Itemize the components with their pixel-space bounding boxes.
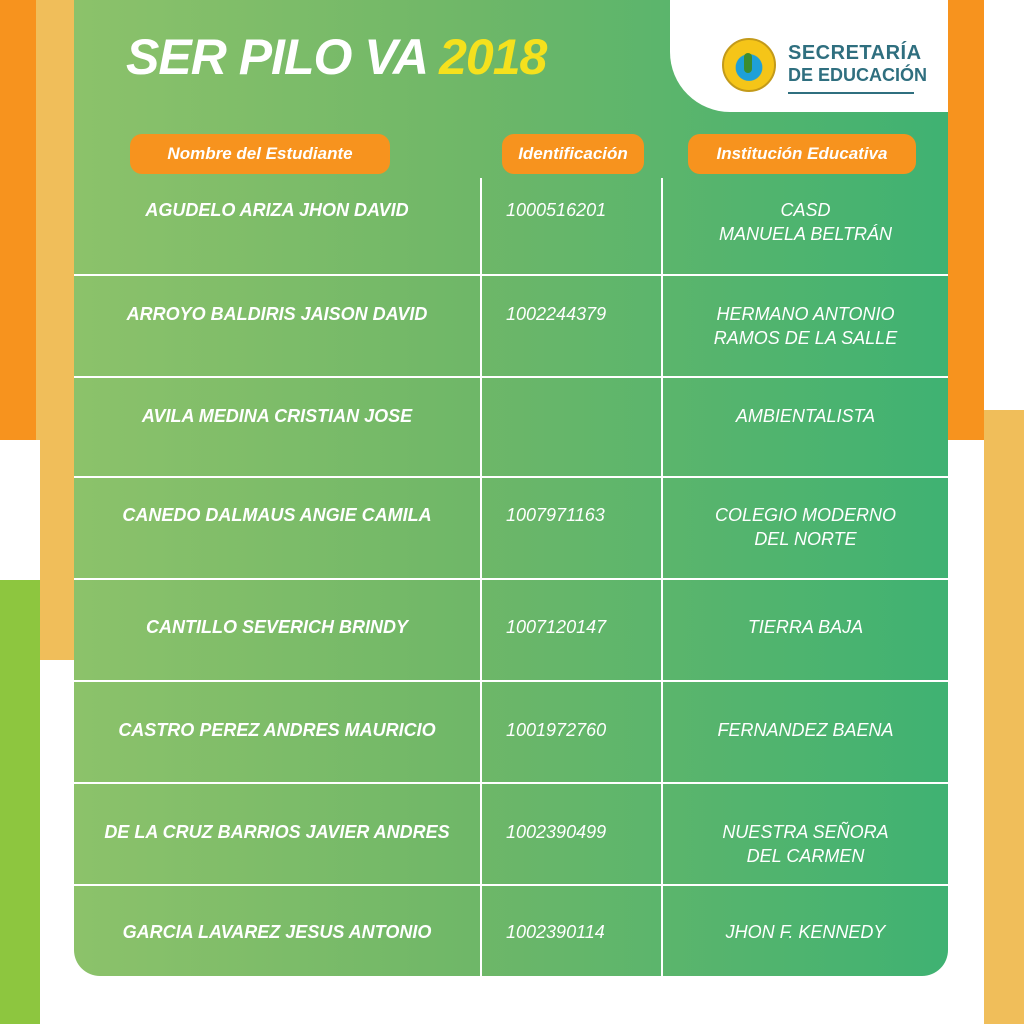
table-row xyxy=(74,276,948,378)
student-institution xyxy=(663,302,948,350)
student-institution xyxy=(663,198,948,246)
title-year: 2018 xyxy=(439,29,547,85)
student-id: 1007120147 xyxy=(506,617,607,637)
institution-line-1: AMBIENTALISTA xyxy=(735,406,876,426)
institution-line-2: MANUELA BELTRÁN xyxy=(718,224,893,244)
student-institution xyxy=(663,503,948,551)
left-tan-stripe xyxy=(36,0,76,660)
column-header-name: Nombre del Estudiante xyxy=(130,134,390,174)
student-id: 1001972760 xyxy=(506,720,607,740)
student-id: 1007971163 xyxy=(506,505,605,525)
column-header-institution: Institución Educativa xyxy=(688,134,916,174)
student-institution xyxy=(663,920,948,944)
institution-line-1: JHON F. KENNEDY xyxy=(725,922,886,942)
table-row xyxy=(74,886,948,976)
student-name: GARCIA LAVAREZ JESUS ANTONIO xyxy=(122,922,432,942)
left-green-stripe xyxy=(0,580,40,1024)
page-title xyxy=(126,28,546,86)
student-institution xyxy=(663,820,948,868)
table-row xyxy=(74,178,948,276)
student-institution xyxy=(663,615,948,639)
logo-line-1: SECRETARÍA xyxy=(788,42,922,64)
title-text: SER PILO VA xyxy=(126,29,427,85)
institution-line-2: DEL CARMEN xyxy=(746,846,865,866)
secretaria-logo xyxy=(670,0,948,112)
student-id: 1002390499 xyxy=(506,822,607,842)
institution-line-1: FERNANDEZ BAENA xyxy=(717,720,894,740)
student-id: 1002244379 xyxy=(506,304,607,324)
student-name: AVILA MEDINA CRISTIAN JOSE xyxy=(141,406,413,426)
logo-line-2: DE EDUCACIÓN xyxy=(788,65,928,85)
table-row xyxy=(74,580,948,682)
institution-line-1: COLEGIO MODERNO xyxy=(714,505,897,525)
student-id: 1002390114 xyxy=(506,922,605,942)
student-name: CASTRO PEREZ ANDRES MAURICIO xyxy=(118,720,436,740)
student-name: CANEDO DALMAUS ANGIE CAMILA xyxy=(122,505,432,525)
institution-line-1: TIERRA BAJA xyxy=(747,617,864,637)
left-orange-stripe xyxy=(0,0,40,440)
right-white-gap xyxy=(984,0,1024,410)
institution-line-1: HERMANO ANTONIO xyxy=(716,304,895,324)
institution-line-1: NUESTRA SEÑORA xyxy=(722,822,889,842)
main-panel xyxy=(74,0,948,976)
institution-line-1: CASD xyxy=(780,200,831,220)
student-institution xyxy=(663,718,948,742)
left-white-gap xyxy=(0,440,40,580)
table-row xyxy=(74,378,948,478)
city-seal-icon xyxy=(722,38,776,92)
right-orange-stripe xyxy=(946,0,986,440)
student-name: CANTILLO SEVERICH BRINDY xyxy=(145,617,408,637)
student-name: AGUDELO ARIZA JHON DAVID xyxy=(145,200,409,220)
table-row xyxy=(74,682,948,784)
column-header-id: Identificación xyxy=(502,134,644,174)
logo-underline xyxy=(788,92,914,94)
student-name: DE LA CRUZ BARRIOS JAVIER ANDRES xyxy=(104,822,450,842)
student-institution xyxy=(663,404,948,428)
institution-line-2: RAMOS DE LA SALLE xyxy=(713,328,898,348)
table-row xyxy=(74,478,948,580)
student-id: 1000516201 xyxy=(506,200,607,220)
logo-text xyxy=(788,42,927,86)
table-row xyxy=(74,784,948,886)
institution-line-2: DEL NORTE xyxy=(754,529,857,549)
student-name: ARROYO BALDIRIS JAISON DAVID xyxy=(126,304,428,324)
